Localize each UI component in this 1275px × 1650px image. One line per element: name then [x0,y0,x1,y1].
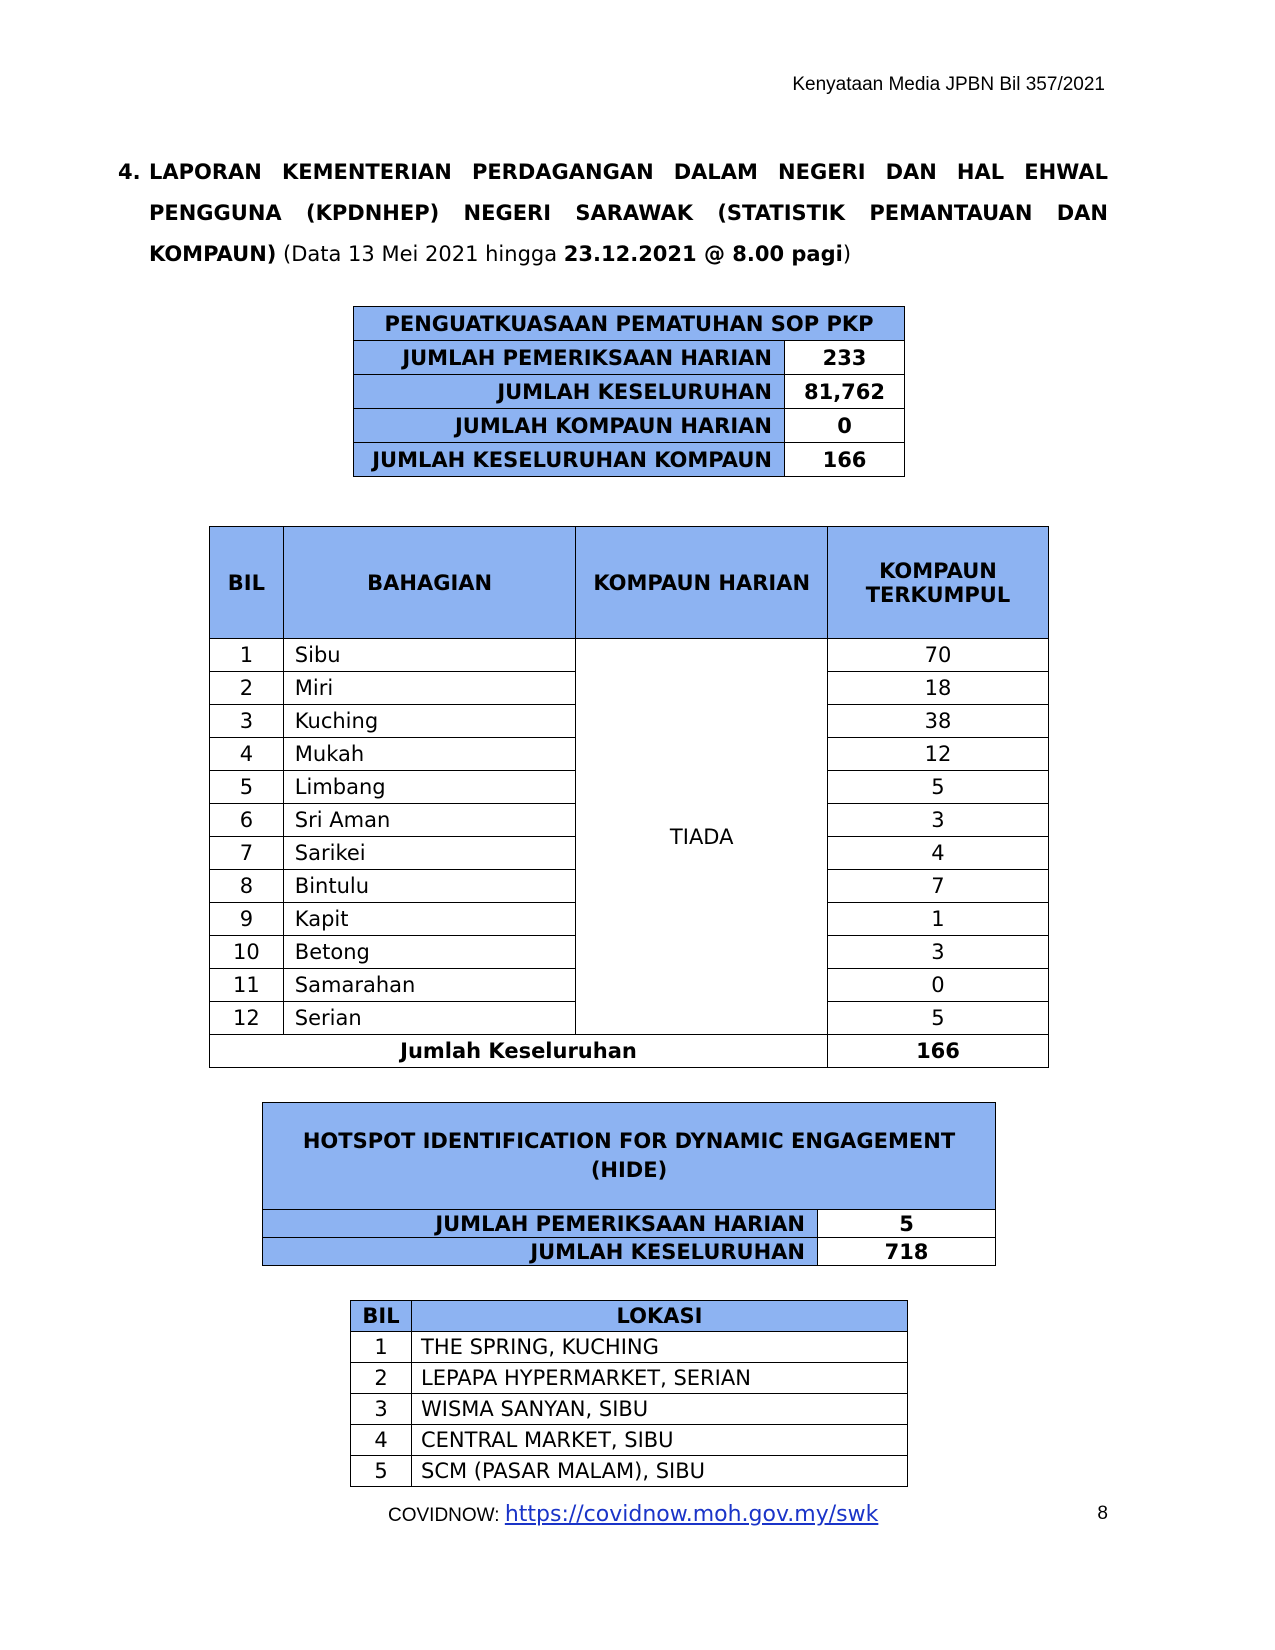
section-number: 4. [118,160,141,184]
sop-row-label: JUMLAH KESELURUHAN KOMPAUN [354,443,785,477]
row-lokasi: THE SPRING, KUCHING [412,1332,908,1363]
table-row [354,341,905,375]
hide-title-line1: HOTSPOT IDENTIFICATION FOR DYNAMIC ENGAGEMENT [302,1129,956,1153]
row-bil: 9 [210,903,284,936]
row-bil: 6 [210,804,284,837]
row-kompaun-terkumpul: 5 [827,1002,1048,1035]
row-kompaun-terkumpul: 18 [827,672,1048,705]
row-bil: 2 [210,672,284,705]
row-bil: 5 [210,771,284,804]
row-bahagian: Serian [283,1002,576,1035]
section-title: LAPORAN KEMENTERIAN PERDAGANGAN DALAM NEGERI DAN HAL EHWAL PENGGUNA (KPDNHEP) NEGERI SARAWAK (STATISTIK PEMANTAUAN DAN KOMPAUN) [149,160,1108,266]
row-bil: 11 [210,969,284,1002]
sop-row-label: JUMLAH PEMERIKSAAN HARIAN [354,341,785,375]
row-bil: 1 [351,1332,412,1363]
hide-table [262,1102,996,1266]
row-lokasi: SCM (PASAR MALAM), SIBU [412,1456,908,1487]
row-kompaun-terkumpul: 1 [827,903,1048,936]
row-kompaun-terkumpul: 5 [827,771,1048,804]
sop-row-value: 0 [785,409,905,443]
row-kompaun-terkumpul: 12 [827,738,1048,771]
row-bahagian: Betong [283,936,576,969]
kompaun-table-body [210,639,1049,1068]
hide-row-label: JUMLAH KESELURUHAN [263,1238,818,1266]
hide-row-label: JUMLAH PEMERIKSAAN HARIAN [263,1210,818,1238]
table-total-row [210,1035,1049,1068]
document-reference: Kenyataan Media JPBN Bil 357/2021 [792,74,1105,95]
lokasi-table [350,1300,908,1487]
section-data-date: 23.12.2021 @ 8.00 pagi [563,242,843,266]
section-data-suffix: ) [842,242,852,266]
row-kompaun-terkumpul: 7 [827,870,1048,903]
row-bahagian: Mukah [283,738,576,771]
row-bil: 10 [210,936,284,969]
table-row [210,639,1049,672]
sop-row-value: 81,762 [785,375,905,409]
row-bahagian: Limbang [283,771,576,804]
total-value: 166 [827,1035,1048,1068]
column-header-bil: BIL [210,527,284,639]
row-bil: 2 [351,1363,412,1394]
column-header-bil: BIL [351,1301,412,1332]
column-header-lokasi: LOKASI [412,1301,908,1332]
row-bil: 7 [210,837,284,870]
row-bil: 8 [210,870,284,903]
row-bil: 5 [351,1456,412,1487]
hide-row-value: 718 [818,1238,996,1266]
row-lokasi: LEPAPA HYPERMARKET, SERIAN [412,1363,908,1394]
table-row [351,1394,908,1425]
hide-table-title [263,1103,996,1210]
row-kompaun-terkumpul: 4 [827,837,1048,870]
row-bahagian: Kuching [283,705,576,738]
row-lokasi: CENTRAL MARKET, SIBU [412,1425,908,1456]
row-bahagian: Bintulu [283,870,576,903]
sop-enforcement-table [353,306,905,477]
table-row [354,443,905,477]
column-header-bahagian: BAHAGIAN [283,527,576,639]
column-header-kompaun-terkumpul-label: KOMPAUN TERKUMPUL [865,558,1011,607]
hide-row-value: 5 [818,1210,996,1238]
kompaun-table [209,526,1049,1068]
row-kompaun-terkumpul: 38 [827,705,1048,738]
row-bahagian: Sri Aman [283,804,576,837]
total-label: Jumlah Keseluruhan [210,1035,828,1068]
hide-title-line2: (HIDE) [590,1158,668,1182]
covidnow-link[interactable]: https://covidnow.moh.gov.my/swk [504,1502,879,1527]
row-bahagian: Kapit [283,903,576,936]
row-bil: 1 [210,639,284,672]
row-bahagian: Sarikei [283,837,576,870]
row-kompaun-terkumpul: 70 [827,639,1048,672]
section-heading [118,152,1108,275]
footer-label: COVIDNOW: [388,1505,505,1526]
row-kompaun-terkumpul: 3 [827,936,1048,969]
table-row [263,1238,996,1266]
sop-row-value: 166 [785,443,905,477]
row-lokasi: WISMA SANYAN, SIBU [412,1394,908,1425]
column-header-kompaun-harian: KOMPAUN HARIAN [576,527,828,639]
table-row [351,1332,908,1363]
table-row [263,1210,996,1238]
row-bil: 4 [351,1425,412,1456]
sop-row-value: 233 [785,341,905,375]
row-kompaun-terkumpul: 3 [827,804,1048,837]
footer [388,1502,878,1527]
kompaun-harian-value: TIADA [576,639,828,1035]
lokasi-table-body [351,1332,908,1487]
row-bahagian: Miri [283,672,576,705]
table-row [354,375,905,409]
sop-row-label: JUMLAH KOMPAUN HARIAN [354,409,785,443]
table-row [354,409,905,443]
row-bil: 4 [210,738,284,771]
row-kompaun-terkumpul: 0 [827,969,1048,1002]
page-number: 8 [1097,1503,1108,1524]
sop-table-title: PENGUATKUASAAN PEMATUHAN SOP PKP [354,307,905,341]
table-row [351,1456,908,1487]
section-title-block [149,152,1108,275]
row-bil: 12 [210,1002,284,1035]
column-header-kompaun-terkumpul [827,527,1048,639]
row-bahagian: Sibu [283,639,576,672]
row-bil: 3 [210,705,284,738]
sop-row-label: JUMLAH KESELURUHAN [354,375,785,409]
table-row [351,1363,908,1394]
row-bahagian: Samarahan [283,969,576,1002]
table-row [351,1425,908,1456]
section-data-prefix: (Data 13 Mei 2021 hingga [276,242,564,266]
row-bil: 3 [351,1394,412,1425]
